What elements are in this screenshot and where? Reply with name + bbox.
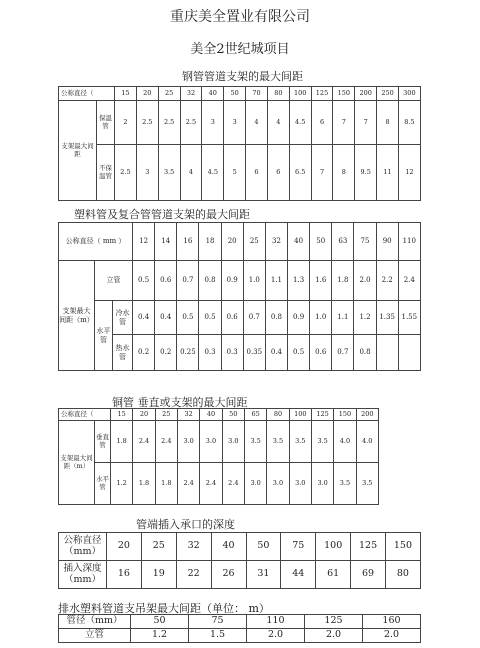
- diameter-cell: 70: [246, 87, 268, 101]
- value-cell: 0.8: [199, 261, 221, 301]
- socket-depth-label: 插入深度（mm）: [59, 561, 107, 589]
- diameter-cell: 50: [246, 533, 281, 561]
- drain-vertical-label: 立管: [59, 629, 131, 643]
- value-cell: 0.5: [133, 261, 155, 301]
- value-cell: 1.0: [310, 301, 332, 335]
- value-cell: 0.8: [354, 335, 376, 371]
- value-cell: 2.5: [158, 101, 180, 145]
- diameter-cell: 250: [377, 87, 399, 101]
- diameter-cell: 75: [189, 615, 247, 629]
- value-cell: 9.5: [355, 145, 377, 201]
- diameter-cell: 32: [265, 223, 287, 261]
- value-cell: 8: [333, 145, 355, 201]
- diameter-cell: 15: [115, 87, 137, 101]
- plastic-vertical-label: 立管: [95, 261, 133, 301]
- diameter-cell: 125: [351, 533, 386, 561]
- diameter-cell: 100: [289, 87, 311, 101]
- copper-horizontal-label: 水平管: [95, 463, 111, 505]
- plastic-table-title: 塑料管及复合管管道支架的最大间距: [74, 208, 250, 221]
- value-cell: 0.3: [199, 335, 221, 371]
- socket-diameter-label: 公称直径（mm）: [59, 533, 107, 561]
- socket-diameter-row: [59, 533, 421, 561]
- diameter-cell: 80: [267, 409, 289, 421]
- value-cell: 3: [136, 145, 158, 201]
- steel-header-label: 公称直径: [61, 88, 87, 97]
- diameter-cell: 20: [136, 87, 158, 101]
- value-cell: 1.2: [354, 301, 376, 335]
- value-cell: 11: [377, 145, 399, 201]
- value-cell: 1.5: [189, 629, 247, 643]
- value-cell: 2.4: [398, 261, 420, 301]
- plastic-header-row: [59, 223, 421, 261]
- diameter-cell: 20: [107, 533, 142, 561]
- value-cell: 0.6: [221, 301, 243, 335]
- diameter-cell: 25: [158, 87, 180, 101]
- value-cell: 3.0: [200, 421, 222, 463]
- value-cell: 3.0: [222, 421, 244, 463]
- value-cell: 3.5: [244, 421, 266, 463]
- value-cell: 4.5: [202, 145, 224, 201]
- steel-header-unit: （: [87, 88, 94, 97]
- value-cell: 7: [311, 145, 333, 201]
- diameter-cell: 110: [247, 615, 305, 629]
- drain-diameter-row: [59, 615, 421, 629]
- value-cell: 0.4: [155, 301, 177, 335]
- value-cell: 2: [115, 101, 137, 145]
- value-cell: 3.0: [244, 463, 266, 505]
- steel-support-table: [58, 86, 421, 201]
- plastic-horizontal-label: 水平管: [95, 301, 113, 371]
- diameter-cell: 110: [398, 223, 420, 261]
- value-cell: 3.5: [158, 145, 180, 201]
- value-cell: 4.0: [334, 421, 356, 463]
- plastic-cold-label: 冷水管: [113, 301, 133, 335]
- value-cell: 4.0: [356, 421, 378, 463]
- value-cell: 0.7: [243, 301, 265, 335]
- value-cell: [376, 335, 398, 371]
- value-cell: 1.2: [111, 463, 133, 505]
- value-cell: 8: [377, 101, 399, 145]
- value-cell: 2.4: [222, 463, 244, 505]
- drain-vertical-row: [59, 629, 421, 643]
- diameter-cell: 300: [398, 87, 420, 101]
- copper-horizontal-row: [59, 463, 379, 505]
- value-cell: 12: [398, 145, 420, 201]
- value-cell: 6: [311, 101, 333, 145]
- value-cell: 31: [246, 561, 281, 589]
- value-cell: 1.8: [133, 463, 155, 505]
- diameter-cell: 125: [305, 615, 363, 629]
- value-cell: 3.5: [267, 421, 289, 463]
- value-cell: 2.0: [305, 629, 363, 643]
- value-cell: 69: [351, 561, 386, 589]
- value-cell: 2.4: [200, 463, 222, 505]
- diameter-cell: 90: [376, 223, 398, 261]
- diameter-cell: 65: [244, 409, 266, 421]
- value-cell: 3.5: [334, 463, 356, 505]
- steel-group-label: 支架最大间距: [59, 101, 97, 201]
- copper-support-table: [58, 408, 379, 505]
- value-cell: 4.5: [289, 101, 311, 145]
- steel-uninsulated-label: 不保温管: [97, 145, 115, 201]
- plastic-vertical-row: [59, 261, 421, 301]
- value-cell: 2.5: [136, 101, 158, 145]
- value-cell: 80: [386, 561, 421, 589]
- steel-header-cell: [59, 87, 115, 101]
- steel-insulated-row: [59, 101, 421, 145]
- diameter-cell: 32: [180, 87, 202, 101]
- value-cell: 4: [267, 101, 289, 145]
- value-cell: 3.0: [289, 463, 311, 505]
- project-title: 美全2世纪城项目: [190, 42, 290, 57]
- diameter-cell: 100: [289, 409, 311, 421]
- socket-depth-row: [59, 561, 421, 589]
- copper-header-row: [59, 409, 379, 421]
- diameter-cell: 20: [133, 409, 155, 421]
- value-cell: 4: [246, 101, 268, 145]
- value-cell: 0.2: [155, 335, 177, 371]
- diameter-cell: 40: [200, 409, 222, 421]
- value-cell: 1.2: [131, 629, 189, 643]
- value-cell: 4: [180, 145, 202, 201]
- steel-uninsulated-row: [59, 145, 421, 201]
- diameter-cell: 20: [221, 223, 243, 261]
- value-cell: 0.7: [332, 335, 354, 371]
- value-cell: 0.25: [177, 335, 199, 371]
- value-cell: 2.0: [354, 261, 376, 301]
- value-cell: 3.0: [267, 463, 289, 505]
- value-cell: 1.8: [111, 421, 133, 463]
- value-cell: 1.1: [265, 261, 287, 301]
- value-cell: 1.0: [243, 261, 265, 301]
- value-cell: 1.3: [288, 261, 310, 301]
- drain-support-table: [58, 614, 421, 643]
- value-cell: 2.5: [180, 101, 202, 145]
- drain-table-title: 排水塑料管道支吊架最大间距（单位： m）: [58, 602, 270, 615]
- value-cell: 2.2: [376, 261, 398, 301]
- value-cell: 1.8: [332, 261, 354, 301]
- value-cell: 61: [316, 561, 351, 589]
- value-cell: 0.35: [243, 335, 265, 371]
- plastic-header-label: 公称直径（ mm ）: [59, 223, 133, 261]
- value-cell: 0.3: [221, 335, 243, 371]
- diameter-cell: 14: [155, 223, 177, 261]
- value-cell: 44: [281, 561, 316, 589]
- diameter-cell: 18: [199, 223, 221, 261]
- steel-insulated-label: 保温管: [97, 101, 115, 145]
- diameter-cell: 160: [363, 615, 421, 629]
- copper-vertical-row: [59, 421, 379, 463]
- value-cell: 0.7: [177, 261, 199, 301]
- diameter-cell: 15: [111, 409, 133, 421]
- plastic-group-label: 支架最大 间距（m）: [59, 261, 95, 371]
- value-cell: 2.4: [177, 463, 199, 505]
- socket-depth-table: [58, 532, 421, 589]
- diameter-cell: 50: [131, 615, 189, 629]
- diameter-cell: 50: [224, 87, 246, 101]
- copper-group-label: 支架最大间距（m）: [59, 421, 95, 505]
- value-cell: 1.8: [155, 463, 177, 505]
- diameter-cell: 40: [211, 533, 246, 561]
- value-cell: 3.0: [177, 421, 199, 463]
- diameter-cell: 100: [316, 533, 351, 561]
- diameter-cell: 125: [311, 87, 333, 101]
- value-cell: 3.5: [356, 463, 378, 505]
- value-cell: 0.4: [265, 335, 287, 371]
- diameter-cell: 40: [202, 87, 224, 101]
- value-cell: 0.9: [221, 261, 243, 301]
- company-title: 重庆美全置业有限公司: [170, 9, 310, 25]
- value-cell: 3.5: [311, 421, 333, 463]
- value-cell: 7: [355, 101, 377, 145]
- value-cell: 22: [176, 561, 211, 589]
- diameter-cell: 25: [243, 223, 265, 261]
- steel-header-row: [59, 87, 421, 101]
- diameter-cell: 32: [177, 409, 199, 421]
- value-cell: 6.5: [289, 145, 311, 201]
- diameter-cell: 150: [333, 87, 355, 101]
- value-cell: 1.1: [332, 301, 354, 335]
- copper-table-title: 铜管 垂直或支架的最大间距: [112, 396, 248, 409]
- diameter-cell: 32: [176, 533, 211, 561]
- value-cell: 2.0: [247, 629, 305, 643]
- value-cell: 2.4: [133, 421, 155, 463]
- value-cell: 8.5: [398, 101, 420, 145]
- value-cell: 0.4: [133, 301, 155, 335]
- value-cell: 0.5: [177, 301, 199, 335]
- value-cell: 0.5: [288, 335, 310, 371]
- diameter-cell: 25: [155, 409, 177, 421]
- diameter-cell: 150: [334, 409, 356, 421]
- diameter-cell: 16: [177, 223, 199, 261]
- value-cell: 6: [267, 145, 289, 201]
- diameter-cell: 75: [354, 223, 376, 261]
- value-cell: 2.5: [115, 145, 137, 201]
- value-cell: 0.8: [265, 301, 287, 335]
- value-cell: 0.6: [155, 261, 177, 301]
- value-cell: 2.0: [363, 629, 421, 643]
- value-cell: 26: [211, 561, 246, 589]
- diameter-cell: 80: [267, 87, 289, 101]
- copper-header-label: 公称直径（: [59, 409, 111, 421]
- diameter-cell: 50: [222, 409, 244, 421]
- value-cell: 7: [333, 101, 355, 145]
- diameter-cell: 200: [356, 409, 378, 421]
- copper-vertical-label: 垂直管: [95, 421, 111, 463]
- value-cell: 0.6: [310, 335, 332, 371]
- plastic-cold-row: [59, 301, 421, 335]
- socket-table-title: 管端插入承口的深度: [136, 518, 235, 531]
- diameter-cell: 125: [311, 409, 333, 421]
- value-cell: [398, 335, 420, 371]
- diameter-cell: 40: [288, 223, 310, 261]
- diameter-cell: 150: [386, 533, 421, 561]
- diameter-cell: 25: [141, 533, 176, 561]
- value-cell: 0.5: [199, 301, 221, 335]
- diameter-cell: 200: [355, 87, 377, 101]
- diameter-cell: 75: [281, 533, 316, 561]
- plastic-hot-label: 热水管: [113, 335, 133, 371]
- plastic-hot-row: [59, 335, 421, 371]
- diameter-cell: 63: [332, 223, 354, 261]
- diameter-cell: 50: [310, 223, 332, 261]
- value-cell: 3.5: [289, 421, 311, 463]
- diameter-cell: 12: [133, 223, 155, 261]
- value-cell: 1.6: [310, 261, 332, 301]
- steel-table-title: 钢管管道支架的最大间距: [182, 70, 303, 83]
- value-cell: 1.55: [398, 301, 420, 335]
- value-cell: 6: [246, 145, 268, 201]
- drain-diameter-label: 管径（mm）: [59, 615, 131, 629]
- value-cell: 0.2: [133, 335, 155, 371]
- value-cell: 3: [224, 101, 246, 145]
- value-cell: 19: [141, 561, 176, 589]
- plastic-support-table: [58, 222, 421, 371]
- value-cell: 3: [202, 101, 224, 145]
- value-cell: 2.4: [155, 421, 177, 463]
- value-cell: 0.9: [288, 301, 310, 335]
- value-cell: 16: [107, 561, 142, 589]
- value-cell: 5: [224, 145, 246, 201]
- value-cell: 1.35: [376, 301, 398, 335]
- value-cell: 3.0: [311, 463, 333, 505]
